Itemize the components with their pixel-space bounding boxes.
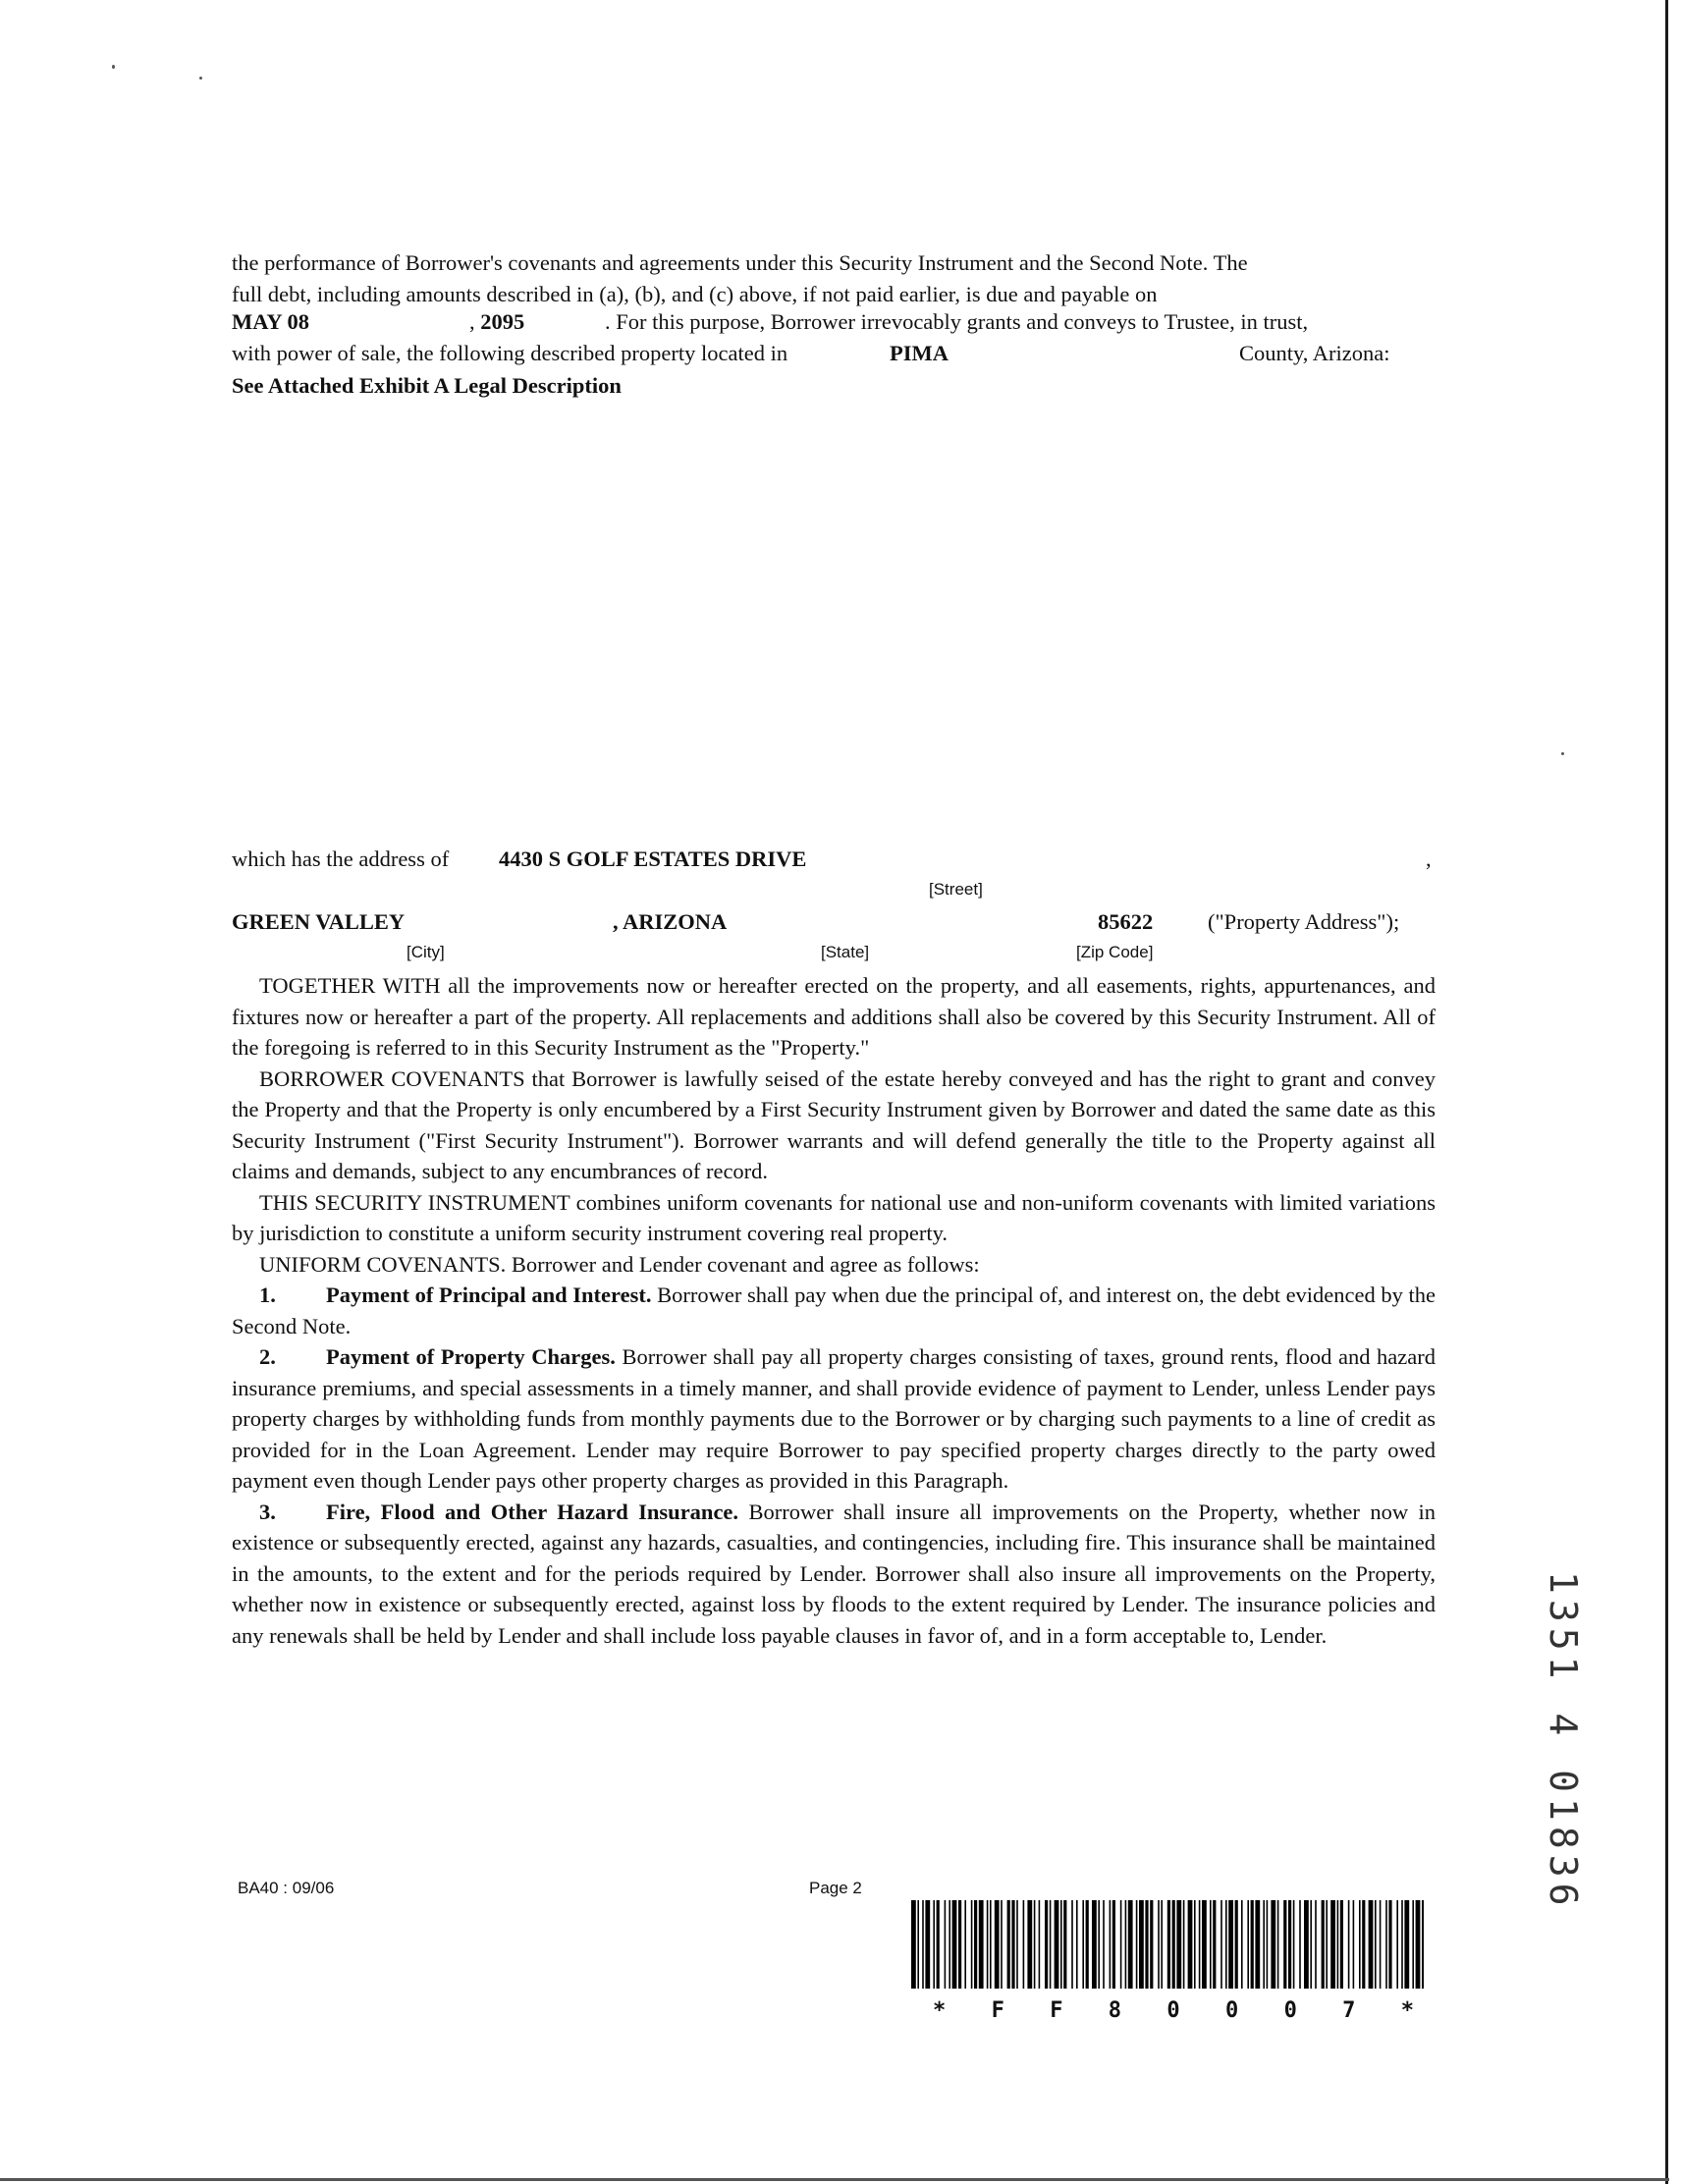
due-date [232,309,309,335]
barcode-bar [1194,1900,1196,1989]
barcode-bar [1007,1900,1010,1989]
due-year [469,309,524,335]
barcode-bar [1039,1900,1041,1989]
barcode-bar [1027,1900,1032,1989]
county-suffix: County, Arizona: [1239,341,1390,365]
barcode-bar [1340,1900,1343,1989]
covenant-text: Borrower shall insure all improvements on the Property, whether now in existence or subsequently erected, against any hazards, casualties, and contingencies, including fire. This insurance shall be maintained in the amounts, to the extent and for the periods required by Lender. Borrower shall also insure all improvements on the Property, whether now in existence or subsequently erected, against loss by floods to the extent required by Lender. The insurance policies and any renewals shall be held by Lender and shall include loss payable clauses in favor of, and in a form acceptable to, Lender. [232,1499,1437,1648]
barcode-text [933,1998,1414,2023]
barcode-bar [1235,1900,1238,1989]
covenant-text: Borrower shall pay when due the principal of, and interest on, the debt evidenced by the Second Note. [232,1283,1437,1338]
covenant-1 [232,1280,1436,1341]
street-comma: , [1426,846,1432,871]
barcode-bar [1071,1900,1073,1989]
barcode-bar [1228,1900,1233,1989]
county-name: PIMA [890,341,949,365]
city-text: GREEN VALLEY [232,909,406,934]
legal-description [232,373,622,399]
barcode-char: 0 [1224,1998,1239,2023]
barcode-bar [1172,1900,1175,1989]
barcode-bar [1150,1900,1153,1989]
barcode-bar [1060,1900,1062,1989]
barcode-bar [1213,1900,1216,1989]
barcode-bar [1112,1900,1115,1989]
barcode-bar [1176,1900,1181,1989]
barcode-char: 7 [1342,1998,1356,2023]
barcode-bar [1016,1900,1018,1989]
intro-line-4: with power of sale, the following described property located in [232,341,788,365]
barcode-bar [1404,1900,1409,1989]
barcode-bar [974,1900,977,1989]
barcode-bar [1220,1900,1222,1989]
barcode-char: F [991,1998,1004,2023]
barcode-bar [1145,1900,1148,1989]
barcode-bar [1225,1900,1227,1989]
barcode-bar [1310,1900,1312,1989]
barcode-char: * [933,1998,947,2023]
barcode-bar [1050,1900,1052,1989]
barcode-bar [949,1900,950,1989]
barcode-bar [917,1900,919,1989]
barcode-bar [1293,1900,1295,1989]
barcode-bar [952,1900,957,1989]
barcode-bar [1034,1900,1036,1989]
barcode-bar [1375,1900,1377,1989]
barcode-bar [1128,1900,1133,1989]
barcode-bar [1353,1900,1355,1989]
barcode-bar [1362,1900,1365,1989]
intro-line-3-rest: . For this purpose, Borrower irrevocably grants and conveys to Trustee, in trust, [605,309,1309,334]
state-text: , ARIZONA [613,909,728,934]
scan-speck [112,65,115,69]
barcode-bar [971,1900,973,1989]
state-label: [State] [821,943,870,961]
barcode-bar [925,1900,930,1989]
covenant-number: 2. [259,1344,276,1369]
page-edge-right [1665,0,1668,2184]
covenant-title: Payment of Property Charges. [326,1344,616,1369]
together-paragraph: TOGETHER WITH all the improvements now or hereafter erected on the property, and all easements, rights, appurtenances, and fixtures now or hereafter a part of the property. All replacements and additions shall also be covered by this Security Instrument. All of the foregoing is referred to in this Security Instrument as the "Property." [232,973,1436,1060]
barcode-bar [1120,1900,1122,1989]
barcode-bar [1082,1900,1084,1989]
barcode-bar [979,1900,984,1989]
page-edge-bottom [0,2178,1669,2181]
barcode-bar [964,1900,966,1989]
barcode-bar [922,1900,924,1989]
zip-label: [Zip Code] [1076,943,1154,961]
barcode-bar [1247,1900,1249,1989]
barcode-bar [1299,1900,1301,1989]
due-year-separator: , [469,309,475,334]
barcode-bar [1422,1900,1424,1989]
covenant-3 [232,1497,1436,1652]
barcode [911,1900,1424,1989]
barcode-char: 8 [1108,1998,1122,2023]
address-prefix: which has the address of [232,846,450,871]
barcode-bar [995,1900,1000,1989]
zip-value [1098,909,1153,935]
property-address-suffix: ("Property Address"); [1208,909,1400,934]
barcode-bar [1337,1900,1339,1989]
barcode-bar [1188,1900,1193,1989]
barcode-bar [1315,1900,1317,1989]
barcode-bar [1098,1900,1100,1989]
barcode-bar [1263,1900,1265,1989]
barcode-bar [1277,1900,1279,1989]
barcode-bar [1158,1900,1160,1989]
barcode-bar [1103,1900,1105,1989]
barcode-bar [1001,1900,1003,1989]
barcode-bar [1385,1900,1387,1989]
barcode-bar [1045,1900,1048,1989]
barcode-bar [937,1900,940,1989]
intro-block [232,247,1436,309]
barcode-char: * [1400,1998,1414,2023]
street-label: [Street] [929,880,983,899]
zip-text: 85622 [1098,909,1154,934]
scan-speck [199,77,202,80]
barcode-bar [990,1900,992,1989]
covenant-number: 1. [259,1283,276,1307]
barcode-bar [1076,1900,1078,1989]
main-paragraphs [232,970,1436,1651]
intro-line-1: the performance of Borrower's covenants and agreements under this Security Instrument and the Second Note. The [232,250,1248,275]
barcode-bar [1241,1900,1243,1989]
barcode-char: 0 [1283,1998,1297,2023]
barcode-bar [1369,1900,1374,1989]
borrower-covenants-paragraph: BORROWER COVENANTS that Borrower is lawfully seised of the estate hereby conveyed and has the right to grant and convey the Property and that the Property is only encumbered by a First Security Instrument given by Borrower and dated the same date as this Security Instrument ("First Security Instrument"). Borrower warrants and will defend generally the title to the Property against all claims and demands, subject to any encumbrances of record. [232,1065,1436,1183]
barcode-bar [1401,1900,1403,1989]
uniform-covenants-paragraph: UNIFORM COVENANTS. Borrower and Lender covenant and agree as follows: [259,1251,980,1277]
barcode-bar [1255,1900,1260,1989]
barcode-char: 0 [1166,1998,1180,2023]
legal-description-text: See Attached Exhibit A Legal Description [232,373,622,398]
barcode-bar [958,1900,961,1989]
barcode-bar [1396,1900,1398,1989]
barcode-bar [1412,1900,1414,1989]
barcode-bar [1359,1900,1361,1989]
form-id: BA40 : 09/06 [238,1879,335,1897]
barcode-bar [933,1900,935,1989]
barcode-bar [1161,1900,1163,1989]
due-year-value: 2095 [480,309,525,334]
barcode-bar [1011,1900,1014,1989]
barcode-bar [1199,1900,1201,1989]
covenant-text: Borrower shall pay all property charges consisting of taxes, ground rents, flood and hazard insurance premiums, and special assessments in a timely manner, and shall provide evidence of payment to Lender, unless Lender pays property charges by withholding funds from monthly payments due to the Borrower or by charging such payments to a line of credit as provided for in the Loan Agreement. Lender may require Borrower to pay specified property charges directly to the party owed payment even though Lender pays other property charges as provided in this Paragraph. [232,1344,1437,1493]
barcode-bar [1322,1900,1325,1989]
barcode-bar [1388,1900,1391,1989]
covenant-title: Payment of Principal and Interest. [326,1283,652,1307]
barcode-bar [1055,1900,1059,1989]
barcode-bar [1167,1900,1170,1989]
barcode-bar [1251,1900,1254,1989]
county-value [890,341,949,366]
barcode-bar [1086,1900,1089,1989]
barcode-bar [1110,1900,1112,1989]
barcode-bar [1283,1900,1286,1989]
barcode-bar [1092,1900,1097,1989]
covenant-number: 3. [259,1499,276,1524]
city-label: [City] [407,943,445,961]
street-text: 4430 S GOLF ESTATES DRIVE [499,846,807,871]
street-value [499,846,806,872]
barcode-bar [1416,1900,1421,1989]
barcode-bar [1023,1900,1025,1989]
covenant-2 [232,1341,1436,1497]
barcode-bar [1136,1900,1138,1989]
page-number: Page 2 [809,1879,862,1897]
barcode-bar [987,1900,989,1989]
barcode-char: F [1050,1998,1063,2023]
barcode-bar [1380,1900,1382,1989]
barcode-bar [945,1900,947,1989]
city-value [232,909,405,935]
barcode-bar [1139,1900,1144,1989]
barcode-bar [1288,1900,1291,1989]
security-instrument-paragraph: THIS SECURITY INSTRUMENT combines uniform covenants for national use and non-uniform covenants with limited variations by jurisdiction to constitute a uniform security instrument covering real property. [232,1189,1436,1245]
barcode-bar [1271,1900,1275,1989]
barcode-bar [911,1900,916,1989]
state-value [613,909,727,935]
covenant-title: Fire, Flood and Other Hazard Insurance. [326,1499,739,1524]
barcode-bar [1330,1900,1335,1989]
barcode-bar [1063,1900,1066,1989]
barcode-bar [1183,1900,1185,1989]
barcode-bar [1348,1900,1350,1989]
scan-speck [1561,752,1564,755]
barcode-bar [1326,1900,1328,1989]
barcode-bar [1125,1900,1127,1989]
barcode-bar [1304,1900,1309,1989]
barcode-bar [1202,1900,1207,1989]
barcode-bar [1267,1900,1269,1989]
side-stamp: 1351 4 01836 [1542,1571,1585,1912]
barcode-bar [1210,1900,1212,1989]
due-date-value: MAY 08 [232,309,309,334]
intro-line-2: full debt, including amounts described in (a), (b), and (c) above, if not paid earlier, is due and payable on [232,281,1158,306]
